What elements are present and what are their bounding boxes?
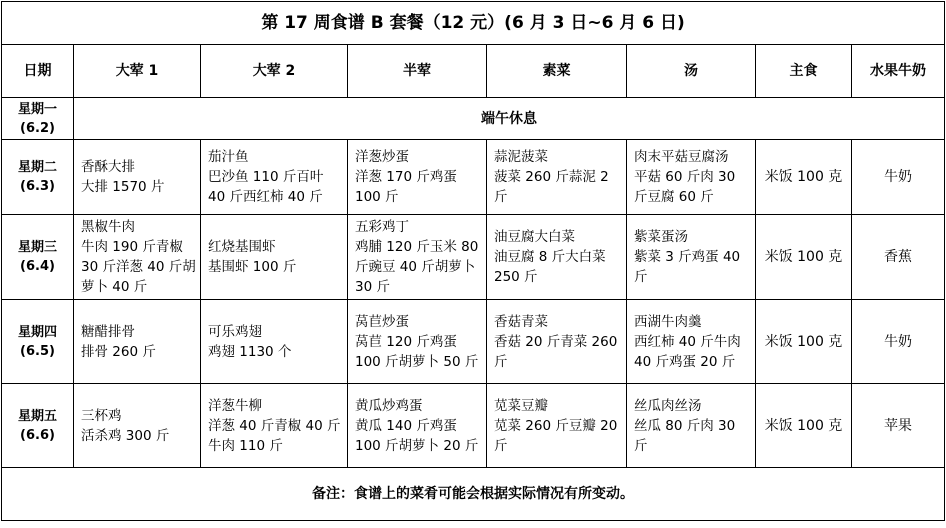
table-row-wednesday [2, 215, 945, 300]
dahun1-cell: 三杯鸡 活杀鸡 300 斤 [74, 384, 201, 468]
table-row-friday [2, 384, 945, 468]
header-dahun1: 大荤 1 [74, 45, 201, 98]
header-fruit: 水果牛奶 [852, 45, 945, 98]
tang-cell: 西湖牛肉羹 西红柿 40 斤牛肉 40 斤鸡蛋 20 斤 [627, 300, 756, 384]
day-date: (6.2) [20, 120, 55, 136]
day-label: 星期三 [17, 240, 57, 255]
dahun2-cell: 洋葱牛柳 洋葱 40 斤青椒 40 斤牛肉 110 斤 [201, 384, 348, 468]
day-cell [2, 384, 74, 468]
day-date: (6.5) [20, 343, 55, 359]
header-dahun2: 大荤 2 [201, 45, 348, 98]
holiday-notice: 端午休息 [74, 98, 945, 140]
day-label: 星期五 [17, 408, 57, 424]
day-label: 星期二 [17, 160, 57, 175]
header-sucai: 素菜 [487, 45, 627, 98]
dahun1-cell: 香酥大排 大排 1570 片 [74, 140, 201, 215]
day-cell [2, 215, 74, 300]
header-tang: 汤 [627, 45, 756, 98]
table-row-monday [2, 98, 945, 140]
day-date: (6.3) [20, 179, 55, 194]
day-cell [2, 300, 74, 384]
menu-table [1, 1, 945, 521]
zhushi-cell: 米饭 100 克 [756, 384, 852, 468]
day-date: (6.4) [20, 259, 55, 274]
tang-cell: 紫菜蛋汤 紫菜 3 斤鸡蛋 40 斤 [627, 215, 756, 300]
sucai-cell: 蒜泥菠菜 菠菜 260 斤蒜泥 2 斤 [487, 140, 627, 215]
sucai-cell: 香菇青菜 香菇 20 斤青菜 260 斤 [487, 300, 627, 384]
banhun-cell: 五彩鸡丁 鸡脯 120 斤玉米 80 斤豌豆 40 斤胡萝卜 30 斤 [348, 215, 487, 300]
menu-note: 备注：食谱上的菜肴可能会根据实际情况有所变动。 [2, 468, 945, 521]
table-row-tuesday [2, 140, 945, 215]
day-cell [2, 98, 74, 140]
dahun1-cell: 糖醋排骨 排骨 260 斤 [74, 300, 201, 384]
zhushi-cell: 米饭 100 克 [756, 300, 852, 384]
zhushi-cell: 米饭 100 克 [756, 140, 852, 215]
tang-cell: 丝瓜肉丝汤 丝瓜 80 斤肉 30 斤 [627, 384, 756, 468]
day-label: 星期一 [17, 101, 57, 117]
day-date: (6.6) [20, 427, 55, 443]
dahun2-cell: 茄汁鱼 巴沙鱼 110 斤百叶 40 斤西红柿 40 斤 [201, 140, 348, 215]
day-cell [2, 140, 74, 215]
dahun2-cell: 可乐鸡翅 鸡翅 1130 个 [201, 300, 348, 384]
tang-cell: 肉末平菇豆腐汤 平菇 60 斤肉 30 斤豆腐 60 斤 [627, 140, 756, 215]
dahun1-cell: 黑椒牛肉 牛肉 190 斤青椒 30 斤洋葱 40 斤胡萝卜 40 斤 [74, 215, 201, 300]
fruit-cell: 苹果 [852, 384, 945, 468]
fruit-cell: 牛奶 [852, 300, 945, 384]
banhun-cell: 黄瓜炒鸡蛋 黄瓜 140 斤鸡蛋 100 斤胡萝卜 20 斤 [348, 384, 487, 468]
banhun-cell: 莴苣炒蛋 莴苣 120 斤鸡蛋 100 斤胡萝卜 50 斤 [348, 300, 487, 384]
sucai-cell: 油豆腐大白菜 油豆腐 8 斤大白菜 250 斤 [487, 215, 627, 300]
zhushi-cell: 米饭 100 克 [756, 215, 852, 300]
header-zhushi: 主食 [756, 45, 852, 98]
banhun-cell: 洋葱炒蛋 洋葱 170 斤鸡蛋 100 斤 [348, 140, 487, 215]
fruit-cell: 牛奶 [852, 140, 945, 215]
header-date: 日期 [2, 45, 74, 98]
dahun2-cell: 红烧基围虾 基围虾 100 斤 [201, 215, 348, 300]
sucai-cell: 苋菜豆瓣 苋菜 260 斤豆瓣 20 斤 [487, 384, 627, 468]
fruit-cell: 香蕉 [852, 215, 945, 300]
header-row [2, 45, 945, 98]
day-label: 星期四 [17, 324, 57, 340]
table-row-thursday [2, 300, 945, 384]
header-banhun: 半荤 [348, 45, 487, 98]
menu-title: 第 17 周食谱 B 套餐（12 元）(6 月 3 日~6 月 6 日) [2, 2, 945, 45]
